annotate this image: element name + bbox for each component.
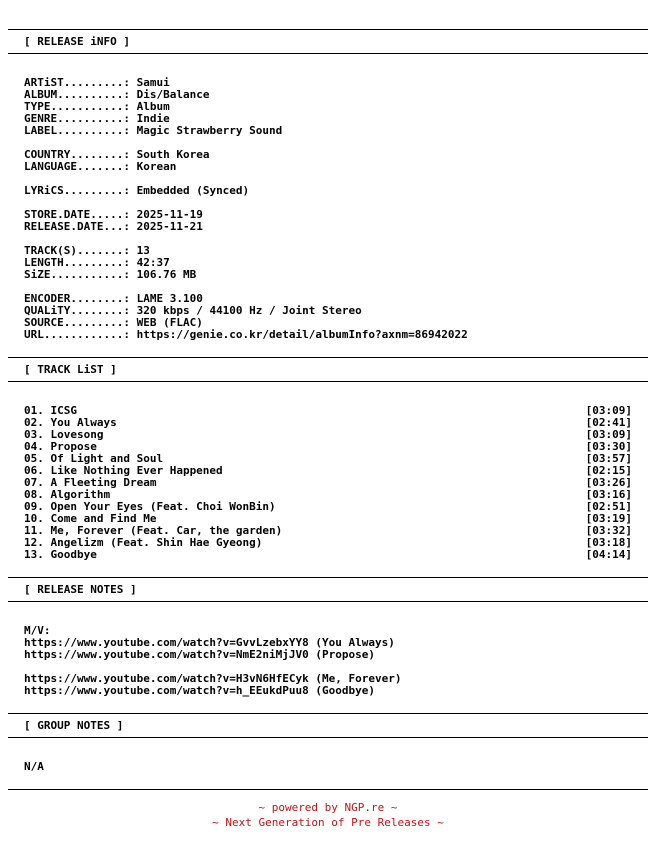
track-title: 09. Open Your Eyes (Feat. Choi WonBin) [24,500,276,513]
group-notes-text: N/A [24,760,44,773]
info-value: https://genie.co.kr/detail/albumInfo?axnm=86942022 [136,328,468,341]
track-row [24,477,632,489]
notes-link: https://www.youtube.com/watch?v=h_EEukdPuu8 (Goodbye) [24,684,375,697]
track-duration: [04:14] [585,548,632,561]
notes-link: https://www.youtube.com/watch?v=H3vN6HfECyk (Me, Forever) [24,672,402,685]
info-key: RELEASE.DATE...: [24,220,137,233]
info-row [24,185,632,197]
track-duration: [03:19] [585,512,632,525]
track-duration: [03:26] [585,476,632,489]
track-duration: [03:30] [585,440,632,453]
track-title: 04. Propose [24,440,97,453]
info-row [24,125,632,137]
info-key: COUNTRY........: [24,148,137,161]
track-title: 08. Algorithm [24,488,111,501]
track-duration: [03:57] [585,452,632,465]
track-title: 07. A Fleeting Dream [24,476,157,489]
info-key: URL............: [24,328,137,341]
info-value: 2025-11-19 [136,208,203,221]
info-value: 13 [136,244,150,257]
divider [8,789,648,790]
info-value: Embedded (Synced) [136,184,250,197]
info-value: 42:37 [136,256,170,269]
track-title: 05. Of Light and Soul [24,452,164,465]
track-list-body [8,382,648,577]
info-key: TRACK(S).......: [24,244,137,257]
track-duration: [03:09] [585,428,632,441]
info-value: 106.76 MB [136,268,197,281]
track-list-title: [ TRACK LiST ] [24,363,117,376]
track-title: 03. Lovesong [24,428,104,441]
track-row [24,429,632,441]
info-value: Samui [136,76,170,89]
info-value: Indie [136,112,170,125]
info-value: Korean [136,160,177,173]
track-duration: [03:32] [585,524,632,537]
track-duration: [03:09] [585,404,632,417]
info-value: 320 kbps / 44100 Hz / Joint Stereo [136,304,362,317]
release-notes-title: [ RELEASE NOTES ] [24,583,137,596]
track-title: 10. Come and Find Me [24,512,157,525]
info-value: 2025-11-21 [136,220,203,233]
info-key: SOURCE.........: [24,316,137,329]
group-notes-title: [ GROUP NOTES ] [24,719,124,732]
info-row [24,269,632,281]
info-key: ALBUM..........: [24,88,137,101]
info-value: Magic Strawberry Sound [136,124,283,137]
release-info-body [8,54,648,357]
track-title: 13. Goodbye [24,548,97,561]
info-key: ARTiST.........: [24,76,137,89]
track-duration: [03:18] [585,536,632,549]
track-row [24,537,632,549]
notes-heading: M/V: [24,624,51,637]
track-title: 11. Me, Forever (Feat. Car, the garden) [24,524,283,537]
track-title: 12. Angelizm (Feat. Shin Hae Gyeong) [24,536,263,549]
track-row [24,549,632,561]
footer [0,800,656,830]
track-duration: [03:16] [585,488,632,501]
info-row [24,161,632,173]
track-title: 01. ICSG [24,404,77,417]
track-duration: [02:15] [585,464,632,477]
info-key: GENRE..........: [24,112,137,125]
footer-powered-by: ~ powered by NGP.re ~ [258,801,398,814]
info-value: South Korea [136,148,210,161]
group-notes-body [8,738,648,789]
nfo-document [8,29,648,790]
footer-tagline: ~ Next Generation of Pre Releases ~ [212,816,444,829]
notes-link: https://www.youtube.com/watch?v=GvvLzebxYY8 (You Always) [24,636,395,649]
info-value: Album [136,100,170,113]
track-duration: [02:51] [585,500,632,513]
info-key: LENGTH.........: [24,256,137,269]
info-key: LYRiCS.........: [24,184,137,197]
info-value: LAME 3.100 [136,292,203,305]
track-row [24,417,632,429]
track-duration: [02:41] [585,416,632,429]
release-notes-body [8,602,648,713]
info-key: ENCODER........: [24,292,137,305]
info-value: Dis/Balance [136,88,210,101]
info-key: TYPE...........: [24,100,137,113]
info-row [24,221,632,233]
release-info-title: [ RELEASE iNFO ] [24,35,130,48]
info-key: LABEL..........: [24,124,137,137]
track-title: 06. Like Nothing Ever Happened [24,464,223,477]
info-row [24,329,632,341]
info-key: QUALiTY........: [24,304,137,317]
notes-link: https://www.youtube.com/watch?v=NmE2niMjJV0 (Propose) [24,648,375,661]
info-key: SiZE...........: [24,268,137,281]
info-key: LANGUAGE.......: [24,160,137,173]
info-key: STORE.DATE.....: [24,208,137,221]
track-title: 02. You Always [24,416,117,429]
info-value: WEB (FLAC) [136,316,203,329]
